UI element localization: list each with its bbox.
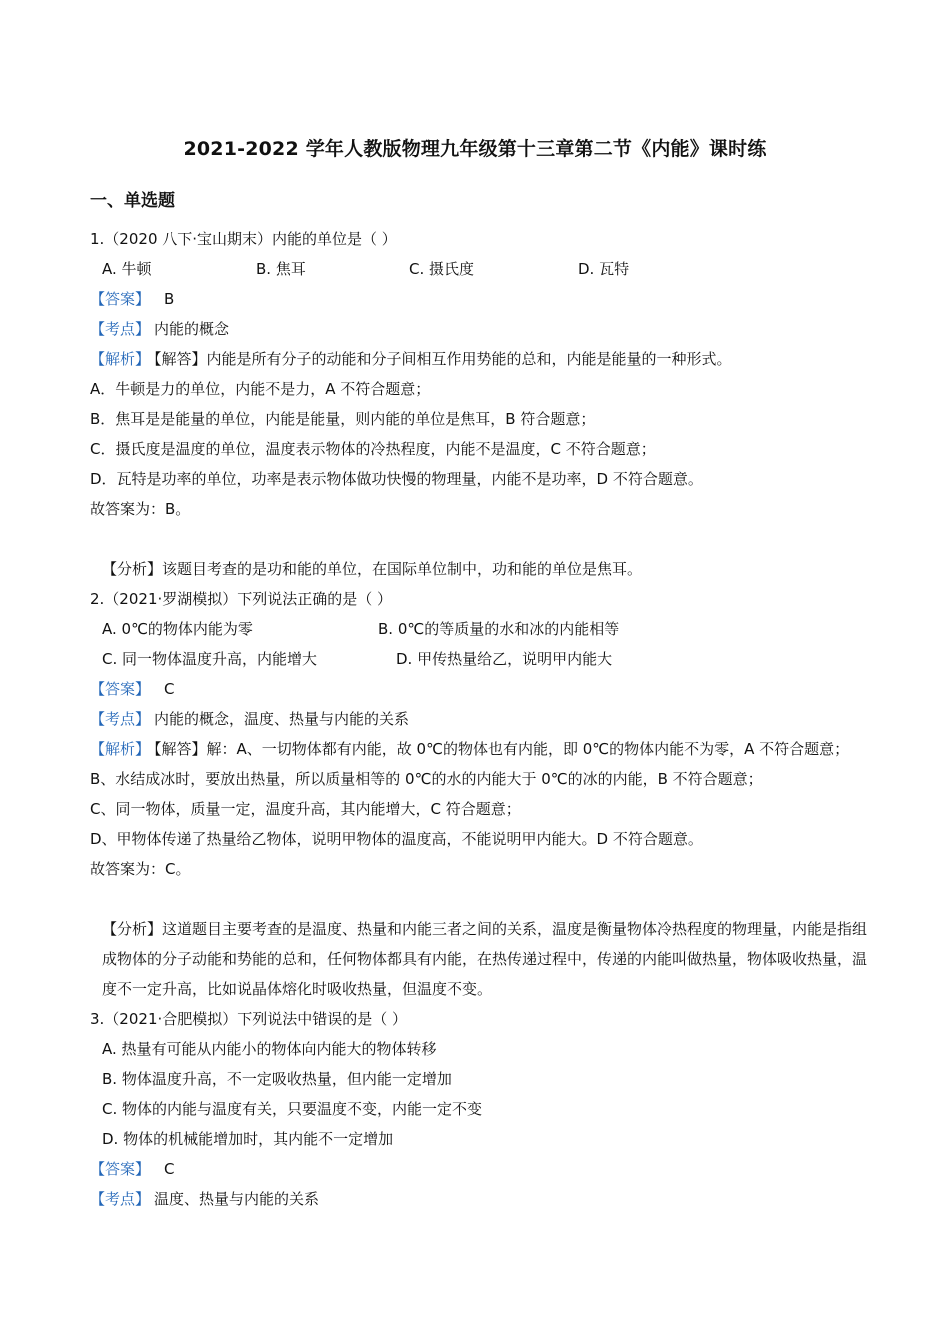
q1-answer: B <box>164 290 175 308</box>
q2-option-b: B. 0℃的等质量的水和冰的内能相等 <box>378 620 620 638</box>
q2-fenxi-row <box>90 914 870 1004</box>
q2-topic: 内能的概念，温度、热量与内能的关系 <box>154 710 410 728</box>
answer-tag: 【答案】 <box>90 290 151 308</box>
q3-option-d: D. 物体的机械能增加时，其内能不一定增加 <box>102 1130 394 1148</box>
q3-topic-row <box>90 1184 870 1214</box>
q2-analysis-row <box>90 734 870 764</box>
q2-option-d: D. 甲传热量给乙，说明甲内能大 <box>396 650 613 668</box>
q1-option-d: D. 瓦特 <box>578 260 630 278</box>
fenxi-tag: 【分析】 <box>102 920 163 938</box>
q1-topic: 内能的概念 <box>154 320 230 338</box>
fenxi-tag: 【分析】 <box>102 560 163 578</box>
q1-topic-row <box>90 314 870 344</box>
topic-tag: 【考点】 <box>90 320 151 338</box>
q2-option-a: A. 0℃的物体内能为零 <box>102 620 253 638</box>
q1-fenxi-row <box>90 554 870 584</box>
q3-option-b: B. 物体温度升高，不一定吸收热量，但内能一定增加 <box>102 1070 452 1088</box>
analysis-tag: 【解析】 <box>90 740 151 758</box>
q3-stem: 3.（2021·合肥模拟）下列说法中错误的是（ ） <box>90 1010 408 1028</box>
question-list <box>90 224 870 1214</box>
q2-analysis-line: B、水结成冰时，要放出热量，所以质量相等的 0℃的水的内能大于 0℃的冰的内能，B 不符合题意； <box>90 770 763 788</box>
q2-analysis-line: D、甲物体传递了热量给乙物体，说明甲物体的温度高，不能说明甲内能大。D 不符合题意。 <box>90 830 703 848</box>
analysis-tag: 【解析】 <box>90 350 151 368</box>
section-heading: 一、单选题 <box>90 191 175 211</box>
q1-option-c: C. 摄氏度 <box>409 260 475 278</box>
q2-topic-row <box>90 704 870 734</box>
q3-option-a: A. 热量有可能从内能小的物体向内能大的物体转移 <box>102 1040 437 1058</box>
q2-conclusion: 故答案为：C。 <box>90 860 191 878</box>
q2-stem: 2.（2021·罗湖模拟）下列说法正确的是（ ） <box>90 590 393 608</box>
q1-analysis-line: C．摄氏度是温度的单位，温度表示物体的冷热程度，内能不是温度，C 不符合题意； <box>90 440 656 458</box>
q1-solve-lead: 内能是所有分子的动能和分子间相互作用势能的总和，内能是能量的一种形式。 <box>206 350 732 368</box>
q2-options-row1 <box>90 614 870 644</box>
q3-option-c: C. 物体的内能与温度有关，只要温度不变，内能一定不变 <box>102 1100 483 1118</box>
topic-tag: 【考点】 <box>90 710 151 728</box>
solve-tag: 【解答】 <box>154 350 207 368</box>
solve-tag: 【解答】 <box>154 740 207 758</box>
q2-answer-row <box>90 674 870 704</box>
q1-analysis-line: A．牛顿是力的单位，内能不是力，A 不符合题意； <box>90 380 431 398</box>
q1-conclusion: 故答案为：B。 <box>90 500 191 518</box>
q3-topic: 温度、热量与内能的关系 <box>154 1190 320 1208</box>
q1-analysis-line: D．瓦特是功率的单位，功率是表示物体做功快慢的物理量，内能不是功率，D 不符合题意。 <box>90 470 703 488</box>
q1-answer-row <box>90 284 870 314</box>
q2-options-row2 <box>90 644 870 674</box>
q3-answer-row <box>90 1154 870 1184</box>
topic-tag: 【考点】 <box>90 1190 151 1208</box>
answer-tag: 【答案】 <box>90 1160 151 1178</box>
q2-solve-lead: 解：A、一切物体都有内能，故 0℃的物体也有内能，即 0℃的物体内能不为零，A 不符合题意； <box>206 740 850 758</box>
answer-tag: 【答案】 <box>90 680 151 698</box>
q1-analysis-row <box>90 344 870 374</box>
page-title: 2021-2022 学年人教版物理九年级第十三章第二节《内能》课时练 <box>183 138 767 160</box>
q1-stem: 1.（2020 八下·宝山期末）内能的单位是（ ） <box>90 230 397 248</box>
q2-fenxi: 这道题目主要考查的是温度、热量和内能三者之间的关系，温度是衡量物体冷热程度的物理量，内能是指组成物体的分子动能和势能的总和，任何物体都具有内能，在热传递过程中，传递的内能叫做热量，物体吸收热量，温度不一定升高，比如说晶体熔化时吸收热量，但温度不变。 <box>102 920 868 998</box>
q3-answer: C <box>164 1160 175 1178</box>
q2-answer: C <box>164 680 175 698</box>
q1-option-b: B. 焦耳 <box>256 260 306 278</box>
q2-option-c: C. 同一物体温度升高，内能增大 <box>102 650 318 668</box>
q2-analysis-line: C、同一物体，质量一定，温度升高，其内能增大，C 符合题意； <box>90 800 521 818</box>
q1-fenxi: 该题目考查的是功和能的单位，在国际单位制中，功和能的单位是焦耳。 <box>162 560 643 578</box>
q1-options <box>90 254 870 284</box>
q1-analysis-line: B．焦耳是是能量的单位，内能是能量，则内能的单位是焦耳，B 符合题意； <box>90 410 596 428</box>
q1-option-a: A. 牛顿 <box>102 260 152 278</box>
